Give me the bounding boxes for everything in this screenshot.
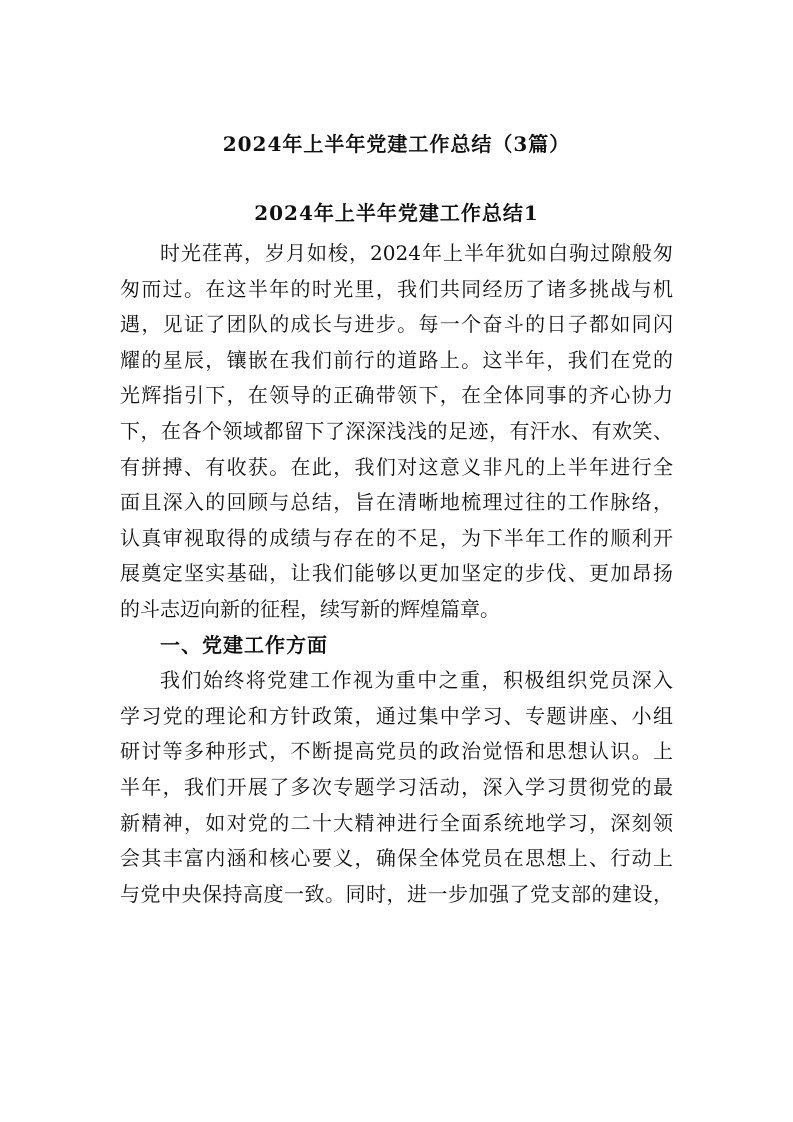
paragraph-line: 耀的星辰，镶嵌在我们前行的道路上。这半年，我们在党的	[120, 347, 673, 372]
paragraph-line: 面且深入的回顾与总结，旨在清晰地梳理过往的工作脉络，	[120, 490, 673, 515]
paragraph-line: 学习党的理论和方针政策，通过集中学习、专题讲座、小组	[120, 703, 673, 728]
paragraph-line: 研讨等多种形式，不断提高党员的政治觉悟和思想认识。上	[120, 739, 673, 764]
paragraph-line: 半年，我们开展了多次专题学习活动，深入学习贯彻党的最	[120, 774, 673, 799]
paragraph-line: 遇，见证了团队的成长与进步。每一个奋斗的日子都如同闪	[120, 312, 673, 337]
paragraph-line: 新精神，如对党的二十大精神进行全面系统地学习，深刻领	[120, 810, 673, 835]
paragraph-line: 有拼搏、有收获。在此，我们对这意义非凡的上半年进行全	[120, 454, 673, 479]
paragraph-line: 光辉指引下，在领导的正确带领下，在全体同事的齐心协力	[120, 383, 673, 408]
document-body	[120, 236, 673, 912]
section-heading-party-building: 一、党建工作方面	[160, 632, 328, 657]
paragraph-line: 与党中央保持高度一致。同时，进一步加强了党支部的建设，	[120, 881, 673, 906]
paragraph-line: 会其丰富内涵和核心要义，确保全体党员在思想上、行动上	[120, 846, 673, 871]
paragraph-intro	[120, 236, 673, 628]
paragraph-line: 展奠定坚实基础，让我们能够以更加坚定的步伐、更加昂扬	[120, 561, 673, 586]
paragraph-line: 的斗志迈向新的征程，续写新的辉煌篇章。	[120, 596, 500, 621]
paragraph-line: 下，在各个领域都留下了深深浅浅的足迹，有汗水、有欢笑、	[120, 418, 673, 443]
paragraph-line: 我们始终将党建工作视为重中之重，积极组织党员深入	[160, 668, 673, 693]
paragraph-line: 时光荏苒，岁月如梭，2024年上半年犹如白驹过隙般匆	[160, 241, 673, 265]
paragraph-line: 认真审视取得的成绩与存在的不足，为下半年工作的顺利开	[120, 525, 673, 550]
document-title: 2024年上半年党建工作总结（3篇）	[222, 132, 571, 156]
paragraph-party-building	[120, 663, 673, 912]
section-subtitle: 2024年上半年党建工作总结1	[254, 201, 539, 225]
paragraph-line: 匆而过。在这半年的时光里，我们共同经历了诸多挑战与机	[120, 276, 673, 301]
